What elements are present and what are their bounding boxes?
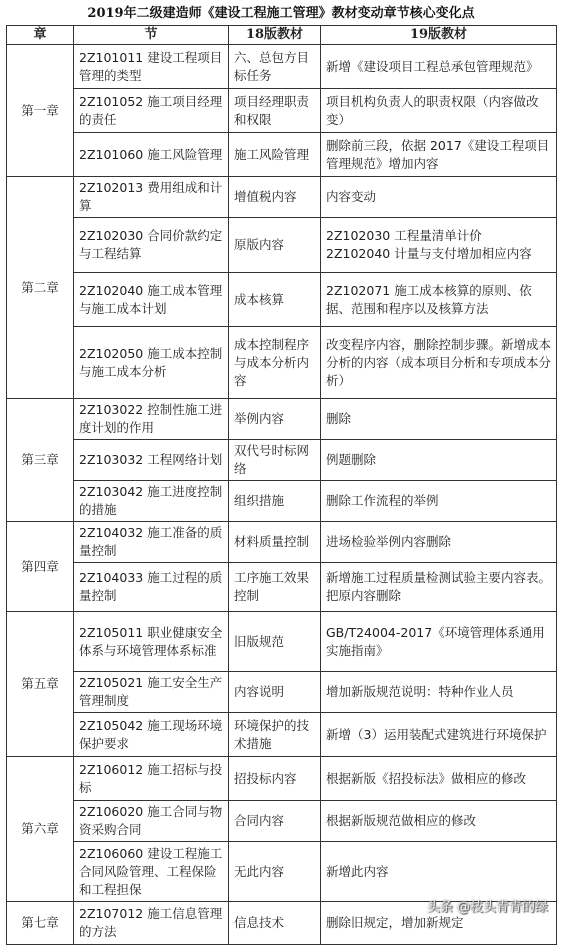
v19-cell: 新增（3）运用装配式建筑进行环境保护 bbox=[321, 713, 557, 757]
v18-cell: 组织措施 bbox=[229, 481, 321, 522]
v18-cell: 旧版规范 bbox=[229, 612, 321, 672]
v18-cell: 成本核算 bbox=[229, 273, 321, 327]
chapter-cell: 第三章 bbox=[7, 399, 74, 522]
v18-cell: 项目经理职责和权限 bbox=[229, 89, 321, 133]
table-row bbox=[7, 218, 557, 273]
watermark-text: 头条 @枝头青青的绿 bbox=[426, 900, 548, 915]
v19-cell: 项目机构负责人的职责权限（内容做改变） bbox=[321, 89, 557, 133]
chapter-cell: 第四章 bbox=[7, 522, 74, 612]
section-cell: 2Z101060 施工风险管理 bbox=[74, 133, 229, 177]
section-cell: 2Z102050 施工成本控制与施工成本分析 bbox=[74, 327, 229, 399]
chapter-cell: 第一章 bbox=[7, 45, 74, 177]
table-row bbox=[7, 563, 557, 612]
section-cell: 2Z106060 建设工程施工合同风险管理、工程保险和工程担保 bbox=[74, 842, 229, 902]
v18-cell: 工序施工效果控制 bbox=[229, 563, 321, 612]
section-cell: 2Z106020 施工合同与物资采购合同 bbox=[74, 801, 229, 842]
chapter-cell: 第二章 bbox=[7, 177, 74, 399]
table-row bbox=[7, 842, 557, 902]
header-chapter: 章 bbox=[7, 26, 74, 45]
v18-cell: 内容说明 bbox=[229, 672, 321, 713]
section-cell: 2Z101052 施工项目经理的责任 bbox=[74, 89, 229, 133]
section-cell: 2Z104033 施工过程的质量控制 bbox=[74, 563, 229, 612]
table-body bbox=[7, 45, 557, 945]
v19-cell: 删除旧规定，增加新规定 bbox=[321, 902, 557, 945]
section-cell: 2Z103032 工程网络计划 bbox=[74, 440, 229, 481]
v18-cell: 合同内容 bbox=[229, 801, 321, 842]
table-row bbox=[7, 133, 557, 177]
table-row bbox=[7, 481, 557, 522]
v19-cell: 内容变动 bbox=[321, 177, 557, 218]
v19-cell: 根据新版《招投标法》做相应的修改 bbox=[321, 757, 557, 801]
v18-cell: 六、总包方目标任务 bbox=[229, 45, 321, 89]
v18-cell: 施工风险管理 bbox=[229, 133, 321, 177]
section-cell: 2Z101011 建设工程项目管理的类型 bbox=[74, 45, 229, 89]
v18-cell: 原版内容 bbox=[229, 218, 321, 273]
document-title: 2019年二级建造师《建设工程施工管理》教材变动章节核心变化点 bbox=[87, 6, 475, 21]
v19-cell: 新增此内容 bbox=[321, 842, 557, 902]
header-v18: 18版教材 bbox=[229, 26, 321, 45]
section-cell: 2Z102030 合同价款约定与工程结算 bbox=[74, 218, 229, 273]
section-cell: 2Z105011 职业健康安全体系与环境管理体系标准 bbox=[74, 612, 229, 672]
chapter-cell: 第七章 bbox=[7, 902, 74, 945]
v19-cell: 新增施工过程质量检测试验主要内容表。把原内容删除 bbox=[321, 563, 557, 612]
table-row bbox=[7, 801, 557, 842]
v18-cell: 成本控制程序与成本分析内容 bbox=[229, 327, 321, 399]
table-row bbox=[7, 757, 557, 801]
v19-cell: 删除前三段，依据 2017《建设工程项目管理规范》增加内容 bbox=[321, 133, 557, 177]
v18-cell: 双代号时标网络 bbox=[229, 440, 321, 481]
table-row bbox=[7, 440, 557, 481]
v19-cell: GB/T24004-2017《环境管理体系通用实施指南》 bbox=[321, 612, 557, 672]
v18-cell: 增值税内容 bbox=[229, 177, 321, 218]
v18-cell: 环境保护的技术措施 bbox=[229, 713, 321, 757]
section-cell: 2Z102040 施工成本管理与施工成本计划 bbox=[74, 273, 229, 327]
v19-cell: 改变程序内容，删除控制步骤。新增成本分析的内容（成本项目分析和专项成本分析） bbox=[321, 327, 557, 399]
table-row bbox=[7, 612, 557, 672]
v19-cell: 2Z102030 工程量清单计价 2Z102040 计量与支付增加相应内容 bbox=[321, 218, 557, 273]
table-row bbox=[7, 713, 557, 757]
v19-cell: 删除工作流程的举例 bbox=[321, 481, 557, 522]
v19-cell: 删除 bbox=[321, 399, 557, 440]
section-cell: 2Z103022 控制性施工进度计划的作用 bbox=[74, 399, 229, 440]
table-row bbox=[7, 672, 557, 713]
header-v19: 19版教材 bbox=[321, 26, 557, 45]
v19-cell: 新增《建设项目工程总承包管理规范》 bbox=[321, 45, 557, 89]
v19-cell: 例题删除 bbox=[321, 440, 557, 481]
table-row bbox=[7, 273, 557, 327]
table-row bbox=[7, 177, 557, 218]
v18-cell: 信息技术 bbox=[229, 902, 321, 945]
v19-cell: 根据新版规范做相应的修改 bbox=[321, 801, 557, 842]
v18-cell: 招投标内容 bbox=[229, 757, 321, 801]
table-row bbox=[7, 522, 557, 563]
section-cell: 2Z103042 施工进度控制的措施 bbox=[74, 481, 229, 522]
v19-cell: 2Z102071 施工成本核算的原则、依据、范围和程序以及核算方法 bbox=[321, 273, 557, 327]
v19-cell: 进场检验举例内容删除 bbox=[321, 522, 557, 563]
chapter-cell: 第六章 bbox=[7, 757, 74, 902]
v18-cell: 材料质量控制 bbox=[229, 522, 321, 563]
change-table bbox=[6, 25, 557, 945]
table-row bbox=[7, 89, 557, 133]
section-cell: 2Z105021 施工安全生产管理制度 bbox=[74, 672, 229, 713]
section-cell: 2Z105042 施工现场环境保护要求 bbox=[74, 713, 229, 757]
v18-cell: 举例内容 bbox=[229, 399, 321, 440]
table-header-row bbox=[7, 26, 557, 45]
v19-cell: 增加新版规范说明：特种作业人员 bbox=[321, 672, 557, 713]
chapter-cell: 第五章 bbox=[7, 612, 74, 757]
table-row bbox=[7, 327, 557, 399]
section-cell: 2Z102013 费用组成和计算 bbox=[74, 177, 229, 218]
table-row bbox=[7, 45, 557, 89]
section-cell: 2Z106012 施工招标与投标 bbox=[74, 757, 229, 801]
section-cell: 2Z104032 施工准备的质量控制 bbox=[74, 522, 229, 563]
v18-cell: 无此内容 bbox=[229, 842, 321, 902]
section-cell: 2Z107012 施工信息管理的方法 bbox=[74, 902, 229, 945]
header-section: 节 bbox=[74, 26, 229, 45]
table-row bbox=[7, 399, 557, 440]
